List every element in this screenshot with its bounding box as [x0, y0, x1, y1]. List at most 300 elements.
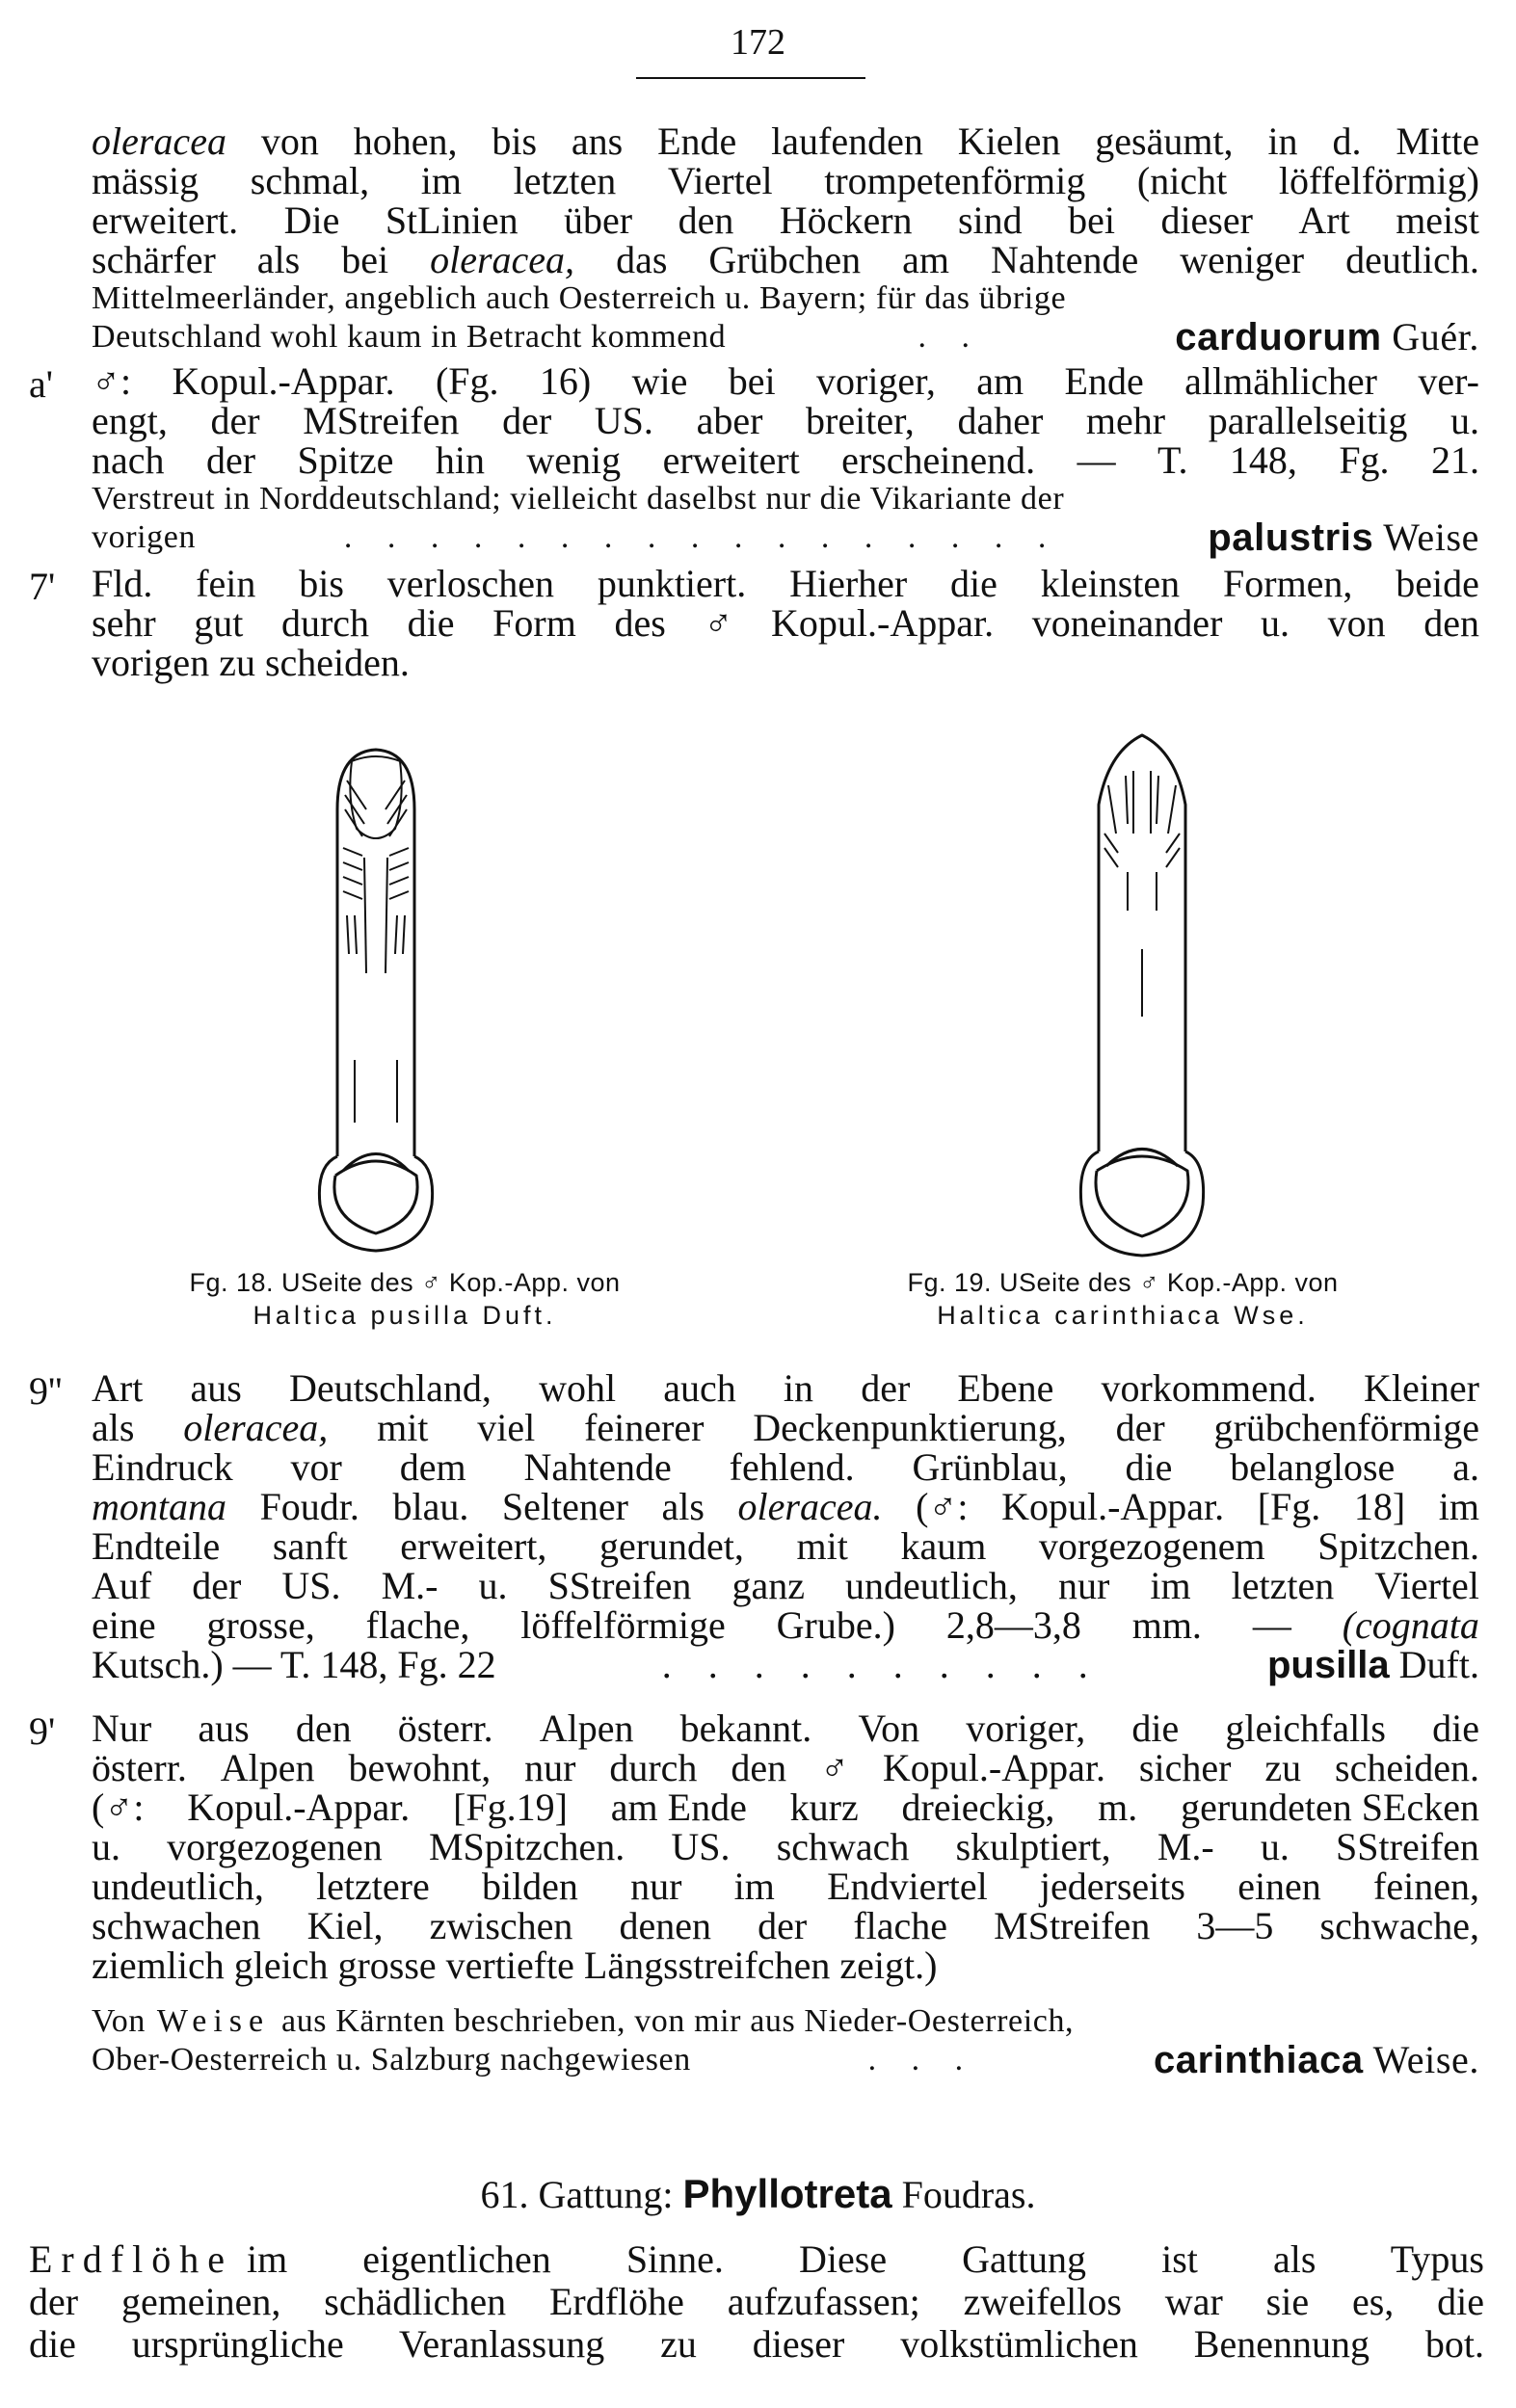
text-line	[92, 200, 1479, 240]
word: Kiel,	[306, 1904, 384, 1947]
intro-line: der gemeinen, schädlichen Erdflöhe aufzufassen; zweifellos war sie es, die	[29, 2280, 1484, 2323]
word: vorgezogenem	[1038, 1524, 1265, 1568]
word: schmal,	[250, 159, 370, 202]
intro-line: die ursprüngliche Veranlassung zu dieser volkstümlichen Benennung bot.	[29, 2322, 1484, 2366]
word: Nahtende	[523, 1445, 672, 1489]
word: nur	[1057, 1564, 1110, 1607]
range-text: vorigen	[92, 519, 197, 555]
word: SStreifen	[1336, 1825, 1479, 1868]
word: in	[783, 1366, 814, 1410]
word: engt,	[92, 399, 168, 442]
range-text: Ober-Oesterreich u. Salzburg nachgewiesen	[92, 2042, 691, 2077]
word: US.	[671, 1825, 731, 1868]
word: Viertel	[667, 159, 773, 202]
word: flache	[853, 1904, 948, 1947]
word: [Fg.19]	[453, 1786, 568, 1829]
word: (Fg.	[435, 359, 499, 403]
word: undeutlich,	[845, 1564, 1018, 1607]
word: wenig	[526, 438, 622, 482]
word: bei	[728, 359, 776, 403]
word: ver-	[1418, 359, 1479, 403]
word: letzten	[1231, 1564, 1335, 1607]
word: schärfer	[92, 238, 216, 281]
word: wie	[631, 359, 688, 403]
word: belanglose	[1230, 1445, 1396, 1489]
word: Von	[858, 1707, 920, 1750]
word: Eindruck	[92, 1445, 233, 1489]
word: erscheinend.	[841, 438, 1036, 482]
word: die	[1125, 1445, 1173, 1489]
word: vorkommend.	[1101, 1366, 1317, 1410]
genus-intro	[29, 2238, 1484, 2366]
word: jederseits	[1039, 1865, 1185, 1908]
word: undeutlich,	[92, 1865, 264, 1908]
intro-spaced-word: Erdflöhe	[29, 2237, 233, 2281]
word: ganz	[731, 1564, 805, 1607]
word: Nahtende	[990, 238, 1139, 281]
word: bis	[299, 562, 344, 605]
word: US.	[594, 399, 653, 442]
word: sehr	[92, 601, 156, 645]
word: ♂	[704, 601, 733, 645]
word: denen	[619, 1904, 712, 1947]
word: Viertel	[1374, 1564, 1479, 1607]
species-name-carinthiaca: carinthiaca	[1153, 2039, 1364, 2081]
word: als	[256, 238, 301, 281]
word: mässig	[92, 159, 199, 202]
word: den	[731, 1746, 787, 1789]
word: erweitert,	[400, 1524, 547, 1568]
word: am Ende	[610, 1786, 747, 1829]
word: 3—5	[1196, 1904, 1274, 1947]
word: als	[661, 1485, 705, 1528]
genus-name: Phyllotreta	[682, 2171, 892, 2216]
word: löffelförmig)	[1278, 159, 1479, 202]
word: Form	[492, 601, 576, 645]
species-name-pusilla: pusilla	[1266, 1644, 1390, 1686]
word: sind	[957, 198, 1023, 242]
range-text: Deutschland wohl kaum in Betracht kommend	[92, 319, 727, 355]
text-line	[92, 240, 1479, 279]
word: —	[1252, 1603, 1291, 1647]
word: gut	[194, 601, 244, 645]
word: fein	[196, 562, 256, 605]
text-line	[92, 1487, 1479, 1526]
word: dreieckig,	[901, 1786, 1055, 1829]
word: als	[92, 1406, 135, 1449]
word: Endviertel	[827, 1865, 988, 1908]
leader-dots: . . . . . . . . . . . . . . . . .	[343, 519, 1060, 555]
word: durch	[609, 1746, 698, 1789]
word: österr.	[397, 1707, 493, 1750]
word: vor	[290, 1445, 342, 1489]
word: blau.	[392, 1485, 469, 1528]
word: bilden	[481, 1865, 578, 1908]
word: schwach	[776, 1825, 910, 1868]
word: der	[210, 399, 260, 442]
species-line-carinthiaca	[92, 2038, 1479, 2081]
word: mehr	[1085, 399, 1166, 442]
text-line	[92, 1906, 1479, 1945]
word: Ebene	[957, 1366, 1054, 1410]
word: schwache,	[1319, 1904, 1479, 1947]
key-marker-7: 7'	[29, 565, 56, 608]
word: feinen,	[1373, 1865, 1479, 1908]
word: Fld.	[92, 562, 153, 605]
word: Kopul.-Appar.	[187, 1786, 411, 1829]
word: 18]	[1353, 1485, 1406, 1528]
word: sanft	[272, 1524, 348, 1568]
word: Ende	[657, 119, 737, 163]
word: oleracea	[92, 119, 226, 163]
word: voriger,	[966, 1707, 1086, 1750]
word: flache,	[365, 1603, 470, 1647]
word: Spitzchen.	[1317, 1524, 1479, 1568]
word: deutlich.	[1345, 238, 1479, 281]
word: (♂:	[92, 1786, 145, 1829]
word: laufenden	[771, 119, 923, 163]
section-continuation	[92, 121, 1479, 279]
key-marker-a: a'	[29, 362, 53, 406]
range-line: Mittelmeerländer, angeblich auch Oesterreich u. Bayern; für das übrige	[92, 280, 1067, 316]
range-note-palustris	[92, 480, 1479, 557]
species-line-pusilla	[92, 1645, 1479, 1685]
species-line-palustris	[92, 518, 1479, 557]
word: hin	[435, 438, 485, 482]
word: u.	[1261, 601, 1290, 645]
text-line-last: ziemlich gleich grosse vertiefte Längsstreifchen zeigt.)	[92, 1944, 938, 1987]
word: erweitert	[662, 438, 800, 482]
word: bis	[492, 119, 538, 163]
word: Ende	[1064, 359, 1144, 403]
text-line-last: vorigen zu scheiden.	[92, 641, 410, 684]
word: nach	[92, 438, 165, 482]
word: im	[733, 1865, 775, 1908]
figure-18-drawing	[308, 742, 443, 1262]
leader-dots: . .	[918, 319, 983, 355]
species-author: Weise.	[1372, 2038, 1479, 2081]
word: breiter,	[806, 399, 915, 442]
text-line	[92, 401, 1479, 440]
word: ans	[571, 119, 624, 163]
word: (cognata	[1342, 1603, 1479, 1647]
species-name-palustris: palustris	[1208, 516, 1374, 559]
word: im	[420, 159, 462, 202]
word: der	[205, 438, 256, 482]
word: erweitert.	[92, 198, 239, 242]
word: Hierher	[789, 562, 908, 605]
word: 21.	[1430, 438, 1479, 482]
word: 16)	[539, 359, 592, 403]
word: nur	[630, 1865, 682, 1908]
word: oleracea,	[183, 1406, 329, 1449]
word: am	[902, 238, 949, 281]
word: MSpitzchen.	[428, 1825, 625, 1868]
text-line	[92, 1827, 1479, 1866]
figure-19-drawing	[1070, 728, 1214, 1267]
word: ♂	[820, 1746, 850, 1789]
word: T.	[1157, 438, 1188, 482]
word: durch	[280, 601, 370, 645]
word: österr.	[92, 1746, 187, 1789]
word: den	[295, 1707, 352, 1750]
header-rule	[636, 77, 865, 79]
word: fehlend.	[729, 1445, 855, 1489]
word: voriger,	[816, 359, 936, 403]
text-line	[92, 1368, 1479, 1408]
word: Mitte	[1396, 119, 1479, 163]
word: die	[1131, 1707, 1180, 1750]
word: schwachen	[92, 1904, 261, 1947]
text-line	[92, 1708, 1479, 1748]
text-line	[92, 1787, 1479, 1827]
word: oleracea,	[430, 238, 575, 281]
word: Kopul.-Appar.	[1001, 1485, 1225, 1528]
figure-19-caption	[848, 1266, 1397, 1332]
word: Alpen	[220, 1746, 315, 1789]
text-line	[92, 361, 1479, 401]
text-line	[92, 440, 1479, 480]
word: allmählicher	[1184, 359, 1377, 403]
word: (♂:	[916, 1485, 969, 1528]
word: von	[260, 119, 319, 163]
text-line	[92, 603, 1479, 643]
word: dieser	[1160, 198, 1253, 242]
species-ref: Kutsch.) — T. 148, Fg. 22	[92, 1643, 496, 1686]
species-author: Weise	[1383, 516, 1479, 559]
word: meist	[1396, 198, 1479, 242]
word: Kopul.-Appar.	[172, 359, 395, 403]
word: voneinander	[1031, 601, 1223, 645]
word: eine	[92, 1603, 156, 1647]
word: Seltener	[501, 1485, 628, 1528]
word: Formen,	[1223, 562, 1353, 605]
word: bei	[1068, 198, 1115, 242]
word: Grube.)	[776, 1603, 895, 1647]
word: vorgezogenen	[167, 1825, 383, 1868]
word: M.-	[381, 1564, 439, 1607]
word: M.-	[1157, 1825, 1214, 1868]
word: gesäumt,	[1095, 119, 1234, 163]
text-line	[92, 1605, 1479, 1645]
text-line	[92, 1447, 1479, 1487]
word: das	[616, 238, 668, 281]
word: bekannt.	[679, 1707, 812, 1750]
word: Art	[1298, 198, 1350, 242]
genus-author: Foudras.	[901, 2173, 1036, 2216]
text-line	[92, 564, 1479, 603]
word: u.	[1260, 1825, 1290, 1868]
species-author: Guér.	[1392, 315, 1479, 358]
species-entry	[1267, 1645, 1479, 1685]
word: MStreifen	[994, 1904, 1151, 1947]
word: die	[950, 562, 997, 605]
figure-18-caption	[145, 1266, 665, 1332]
word: scheiden.	[1335, 1746, 1479, 1789]
word: die	[1432, 1707, 1479, 1750]
text-line	[92, 1526, 1479, 1566]
word: Foudr.	[259, 1485, 359, 1528]
leader-dots: . . . . . . . . . .	[661, 1645, 1102, 1685]
word: letztere	[316, 1865, 430, 1908]
word: m.	[1098, 1786, 1138, 1829]
caption-species: Haltica pusilla Duft.	[253, 1301, 557, 1330]
word: Deckenpunktierung,	[753, 1406, 1067, 1449]
word: hohen,	[353, 119, 458, 163]
word: u.	[478, 1564, 508, 1607]
word: grübchenförmige	[1213, 1406, 1479, 1449]
section-a	[92, 361, 1479, 480]
range-line: Verstreut in Norddeutschland; vielleicht daselbst nur die Vikariante der	[92, 481, 1065, 516]
word: [Fg.	[1257, 1485, 1321, 1528]
word: daher	[957, 399, 1044, 442]
word: Deutschland,	[288, 1366, 492, 1410]
word: aus	[190, 1366, 242, 1410]
word: Spitze	[297, 438, 394, 482]
range-text: Von	[92, 2003, 146, 2039]
word: von	[1327, 601, 1386, 645]
range-text: aus Kärnten beschrieben, von mir aus Nieder-Oesterreich,	[281, 2003, 1075, 2039]
word: skulptiert,	[955, 1825, 1111, 1868]
word: verloschen	[386, 562, 554, 605]
word: Auf	[92, 1564, 152, 1607]
word: die	[407, 601, 455, 645]
word: des	[614, 601, 666, 645]
text-line	[92, 121, 1479, 161]
word: parallelseitig	[1208, 399, 1408, 442]
page-number: 172	[731, 22, 785, 63]
word: gerundet,	[598, 1524, 744, 1568]
word: punktiert.	[597, 562, 747, 605]
word: nur	[524, 1746, 576, 1789]
text-line	[92, 1748, 1479, 1787]
section-9a	[92, 1368, 1479, 1685]
word: a.	[1452, 1445, 1479, 1489]
caption-line: Fg. 18. USeite des ♂ Kop.-App. von	[189, 1268, 621, 1297]
text-line	[92, 161, 1479, 200]
author-spaced: Weise	[156, 2003, 271, 2039]
caption-line: Fg. 19. USeite des ♂ Kop.-App. von	[907, 1268, 1339, 1297]
word: viel	[477, 1406, 536, 1449]
word: aus	[198, 1707, 250, 1750]
word: feinerer	[584, 1406, 705, 1449]
word: Die	[283, 198, 340, 242]
word: zu	[1264, 1746, 1302, 1789]
word: gleichfalls	[1225, 1707, 1386, 1750]
range-note-carduorum	[92, 279, 1479, 357]
species-name-carduorum: carduorum	[1175, 316, 1382, 358]
word: zwischen	[429, 1904, 573, 1947]
word: ♂:	[92, 359, 132, 403]
word: wohl	[539, 1366, 617, 1410]
word: trompetenförmig	[824, 159, 1086, 202]
word: kurz	[789, 1786, 859, 1829]
word: Kielen	[957, 119, 1061, 163]
word: der	[192, 1564, 242, 1607]
leader-dots: . . .	[867, 2042, 977, 2077]
word: einen	[1237, 1865, 1321, 1908]
intro-line	[29, 2238, 1484, 2281]
genus-heading	[0, 2171, 1516, 2217]
text-line	[92, 1866, 1479, 1906]
word: US.	[281, 1564, 341, 1607]
word: kaum	[900, 1524, 987, 1568]
word: im	[1438, 1485, 1479, 1528]
word: den	[678, 198, 734, 242]
word: Fg.	[1339, 438, 1390, 482]
word: Art	[92, 1366, 144, 1410]
word: Nur	[92, 1707, 152, 1750]
word: u.	[1450, 399, 1479, 442]
key-marker-9a: 9''	[29, 1369, 63, 1413]
word: der	[1115, 1406, 1165, 1449]
genus-prefix: 61. Gattung:	[480, 2173, 674, 2216]
word: über	[564, 198, 633, 242]
key-marker-9b: 9'	[29, 1709, 56, 1753]
word: aber	[696, 399, 763, 442]
text-line	[92, 1566, 1479, 1605]
word: u.	[92, 1825, 120, 1868]
word: beide	[1396, 562, 1479, 605]
word: montana	[92, 1485, 226, 1528]
caption-species: Haltica carinthiaca Wse.	[937, 1301, 1309, 1330]
intro-text: im eigentlichen Sinne. Diese Gattung ist als Typus	[246, 2237, 1484, 2281]
word: bei	[341, 238, 389, 281]
word: löffelförmige	[520, 1603, 726, 1647]
word: letzten	[513, 159, 617, 202]
section-7	[92, 564, 1479, 682]
word: oleracea.	[737, 1485, 883, 1528]
word: sicher	[1138, 1746, 1232, 1789]
word: Kopul.-Appar.	[771, 601, 995, 645]
word: im	[1150, 1564, 1191, 1607]
range-note-carinthiaca	[92, 2002, 1479, 2079]
word: Kopul.-Appar.	[882, 1746, 1105, 1789]
species-author: Duft.	[1389, 1643, 1479, 1686]
word: d.	[1332, 119, 1362, 163]
word: grosse,	[206, 1603, 315, 1647]
range-line	[92, 2002, 1479, 2041]
word: —	[1077, 438, 1116, 482]
text-line	[92, 1408, 1479, 1447]
word: in	[1267, 119, 1298, 163]
word: StLinien	[385, 198, 519, 242]
word: Alpen	[539, 1707, 634, 1750]
word: bewohnt,	[348, 1746, 492, 1789]
word: der	[861, 1366, 911, 1410]
word: Höckern	[779, 198, 913, 242]
word: 2,8—3,8	[945, 1603, 1081, 1647]
word: (nicht	[1136, 159, 1228, 202]
word: kleinsten	[1040, 562, 1181, 605]
word: Grünblau,	[912, 1445, 1068, 1489]
word: mit	[796, 1524, 848, 1568]
word: der	[758, 1904, 808, 1947]
word: der	[502, 399, 552, 442]
word: gerundeten SEcken	[1181, 1786, 1479, 1829]
word: dem	[399, 1445, 466, 1489]
word: am	[976, 359, 1024, 403]
word: mit	[377, 1406, 429, 1449]
word: mm.	[1131, 1603, 1202, 1647]
word: weniger	[1180, 238, 1305, 281]
word: Endteile	[92, 1524, 221, 1568]
word: 148,	[1229, 438, 1297, 482]
section-9b	[92, 1708, 1479, 1985]
word: auch	[663, 1366, 736, 1410]
word: Grübchen	[708, 238, 862, 281]
species-line-carduorum	[92, 315, 1479, 358]
